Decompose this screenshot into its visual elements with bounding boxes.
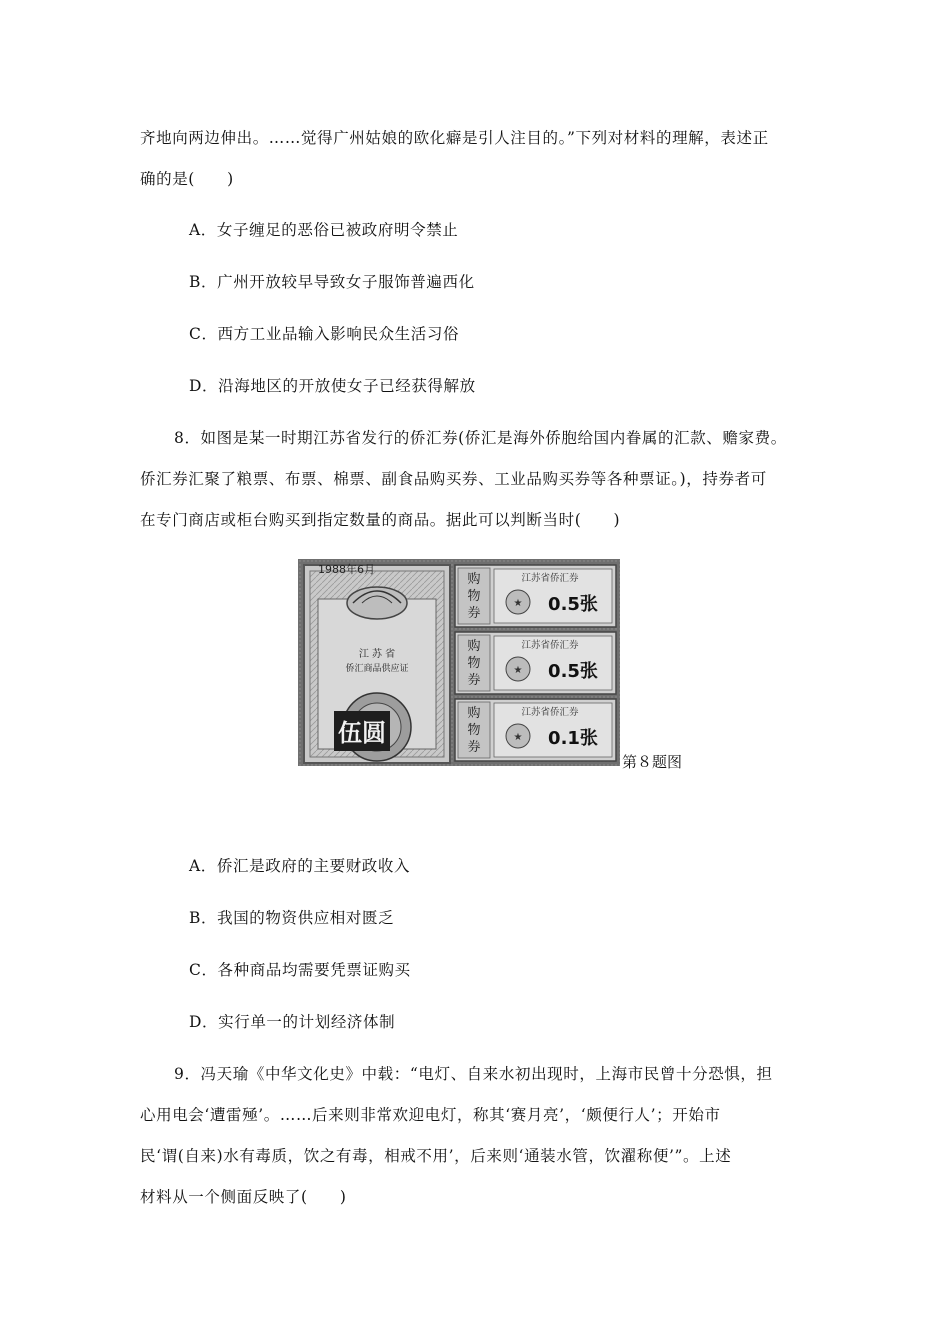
q8-text-line-3: 在专门商店或柜台购买到指定数量的商品。据此可以判断当时( ) <box>140 511 621 529</box>
q9-text-line-2: 心用电会‘遭雷殛’。……后来则非常欢迎电灯，称其‘赛月亮’，‘颇便行人’；开始市 <box>140 1106 721 1124</box>
coupon-3-side-2: 物 <box>467 723 481 738</box>
q9-text-line-4: 材料从一个侧面反映了( ) <box>140 1188 347 1206</box>
q8-option-b: B．我国的物资供应相对匮乏 <box>189 909 395 927</box>
issue-date: 1988年6月 <box>318 563 375 576</box>
coupon-1-side-1: 购 <box>467 572 481 587</box>
coupon-3 <box>455 699 616 761</box>
q7-text-line-1: 齐地向两边伸出。……觉得广州姑娘的欧化癖是引人注目的。”下列对材料的理解，表述正 <box>140 129 769 147</box>
coupon-3-star-icon: ★ <box>513 732 523 743</box>
q8-option-a: A．侨汇是政府的主要财政收入 <box>189 857 411 875</box>
coupon-2-issuer: 江苏省侨汇券 <box>521 640 579 651</box>
q8-option-d: D．实行单一的计划经济体制 <box>189 1013 396 1031</box>
q9-text-line-1: 9．冯天瑜《中华文化史》中载：“电灯、自来水初出现时，上海市民曾十分恐惧，担 <box>174 1065 773 1083</box>
coupon-2-star-icon: ★ <box>513 665 523 676</box>
certificate-title: 侨汇商品供应证 <box>345 664 409 674</box>
denomination-label: 伍圆 <box>338 718 386 747</box>
coupon-1-amount: 0.5张 <box>548 594 598 615</box>
coupon-1-side-2: 物 <box>467 589 481 604</box>
coupon-2-side-2: 物 <box>467 656 481 671</box>
coupon-1-side-3: 券 <box>467 606 481 621</box>
q7-option-b: B．广州开放较早导致女子服饰普遍西化 <box>189 273 475 291</box>
q8-coupon-photo <box>298 559 620 766</box>
certificate-title-province: 江 苏 省 <box>358 649 396 660</box>
coupon-2-side-3: 券 <box>467 673 481 688</box>
coupon-3-side-1: 购 <box>467 706 481 721</box>
q8-text-line-2: 侨汇券汇聚了粮票、布票、棉票、副食品购买券、工业品购买券等各种票证。)，持券者可 <box>140 470 767 488</box>
coupon-illustration <box>298 559 620 766</box>
coupon-1-issuer: 江苏省侨汇券 <box>521 573 579 584</box>
q7-text-line-2: 确的是( ) <box>140 170 234 188</box>
coupon-2-amount: 0.5张 <box>548 661 598 682</box>
coupon-3-amount: 0.1张 <box>548 728 598 749</box>
figure-caption: 第８题图 <box>622 753 683 771</box>
q7-option-c: C．西方工业品输入影响民众生活习俗 <box>189 325 460 343</box>
q9-text-line-3: 民‘谓(自来)水有毒质，饮之有毒，相戒不用’，后来则‘通装水管，饮濯称便’”。上述 <box>140 1147 732 1165</box>
coupon-1 <box>455 565 616 627</box>
q7-option-d: D．沿海地区的开放使女子已经获得解放 <box>189 377 476 395</box>
q8-option-c: C．各种商品均需要凭票证购买 <box>189 961 411 979</box>
coupon-3-issuer: 江苏省侨汇券 <box>521 707 579 718</box>
coupon-2-side-1: 购 <box>467 639 481 654</box>
q7-option-a: A．女子缠足的恶俗已被政府明令禁止 <box>189 221 459 239</box>
coupon-2 <box>455 632 616 694</box>
coupon-1-star-icon: ★ <box>513 598 523 609</box>
q8-text-line-1: 8．如图是某一时期江苏省发行的侨汇券(侨汇是海外侨胞给国内眷属的汇款、赡家费。 <box>174 429 787 447</box>
coupon-3-side-3: 券 <box>467 740 481 755</box>
